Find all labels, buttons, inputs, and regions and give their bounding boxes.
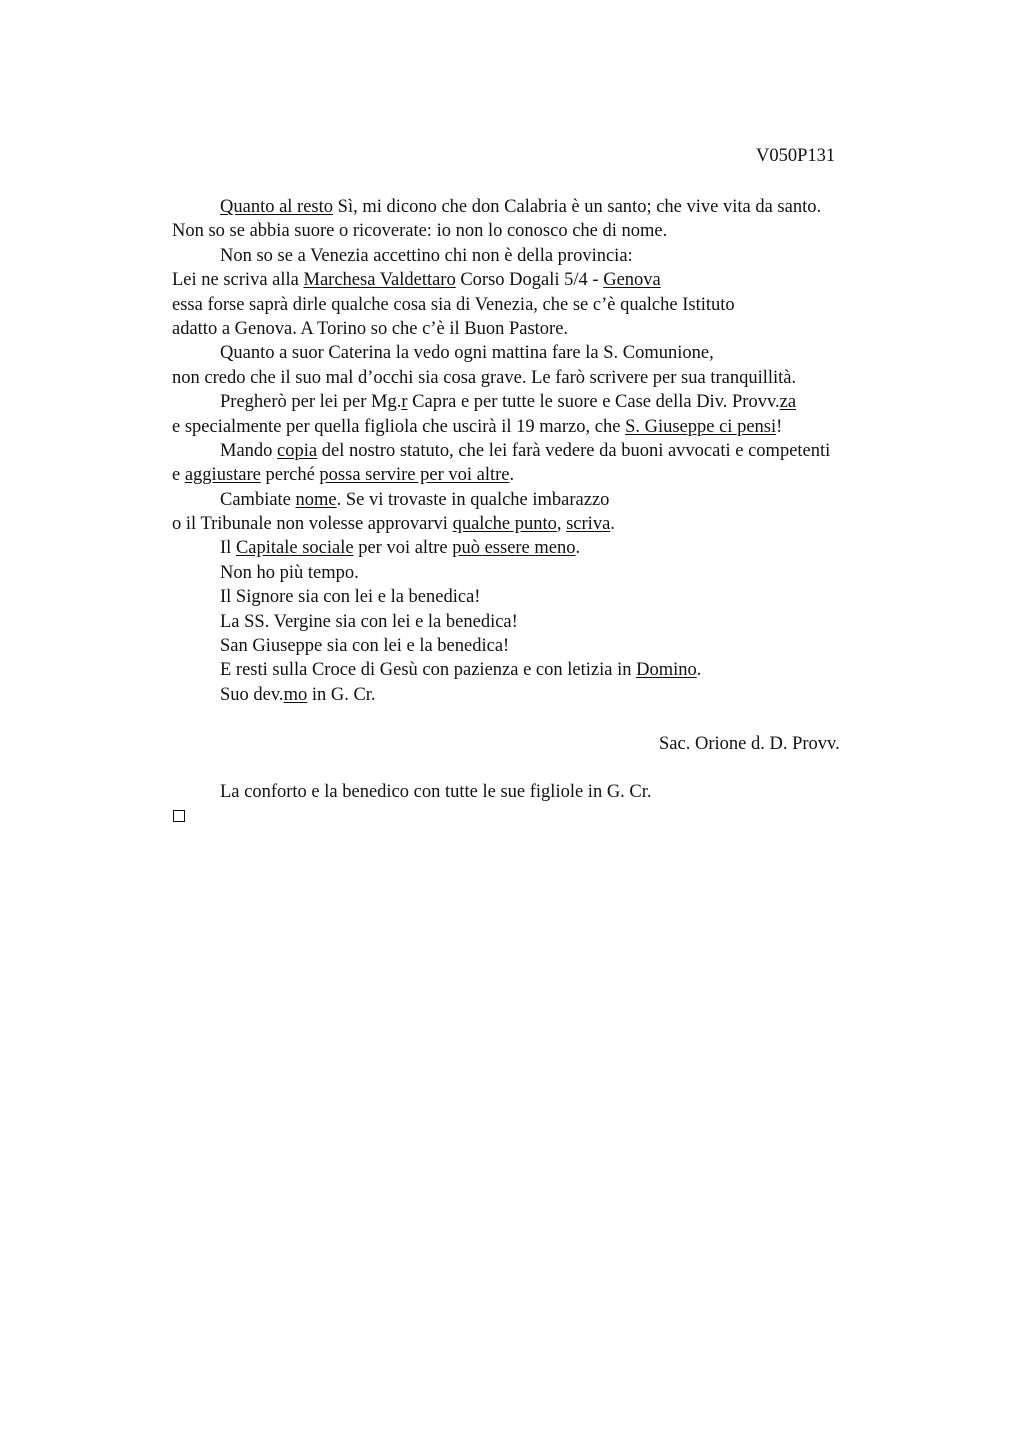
text-run: Cambiate [220,489,296,510]
letter-line [172,439,932,463]
underlined-text: può essere meno [452,538,576,559]
underlined-text: scriva [566,514,611,535]
signature [172,732,932,756]
text-run: Pregherò per lei per Mg. [220,392,402,413]
text-run: Mando [220,440,278,461]
text-run: Il Signore sia con lei e la benedica! [220,587,481,608]
letter-line [172,610,932,634]
text-run: del nostro statuto, che lei farà vedere da buoni avvocati e competenti [317,440,831,461]
letter-line [172,463,932,487]
underlined-text: mo [283,684,308,705]
letter-body [172,195,932,805]
letter-line [172,634,932,658]
text-run: La SS. Vergine sia con lei e la benedica! [220,611,518,632]
text-run: Non so se a Venezia accettino chi non è della provincia: [220,245,633,266]
letter-line [172,317,932,341]
letter-line [172,561,932,585]
underlined-text: qualche punto [452,514,557,535]
underlined-text: aggiustare [184,465,261,486]
text-run: e [172,465,185,486]
underlined-text: Domino [636,660,697,681]
letter-line [172,658,932,682]
underlined-text: za [779,392,797,413]
letter-line [172,268,932,292]
underlined-text: Marchesa Valdettaro [303,270,456,291]
letter-line [172,244,932,268]
letter-line [172,341,932,365]
letter-line [172,195,932,219]
text-run: Non so se abbia suore o ricoverate: io non lo conosco che di nome. [172,221,668,242]
text-run: E resti sulla Croce di Gesù con pazienza e con letizia in [220,660,637,681]
letter-line [172,366,932,390]
text-run: , [556,514,567,535]
text-run: Sì, mi dicono che don Calabria è un santo; che vive vita da santo. [333,197,822,217]
underlined-text: Capitale sociale [235,538,354,559]
letter-line [172,585,932,609]
letter-line [172,415,932,439]
underlined-text: Quanto al resto [220,197,334,217]
text-run: Il [220,538,236,559]
page-id: V050P131 [756,146,836,166]
text-run: Suo dev. [220,684,284,705]
text-run: e specialmente per quella figliola che uscirà il 19 marzo, che [172,416,626,437]
letter-line [172,293,932,317]
letter-line [172,219,932,243]
text-run: . [696,660,702,681]
text-run: in G. Cr. [307,684,376,705]
blank-line [172,756,932,780]
letter-line [172,512,932,536]
text-run: Corso Dogali 5/4 - [455,270,604,291]
square-outline-icon [173,810,185,822]
letter-line [172,488,932,512]
text-run: . [575,538,581,559]
letter-line [172,390,932,414]
text-run: San Giuseppe sia con lei e la benedica! [220,636,510,657]
text-run: . [610,514,615,535]
letter-line [172,536,932,560]
text-run: perché [260,465,320,486]
text-run: La conforto e la benedico con tutte le sue figliole in G. Cr. [220,782,652,803]
letter-line [172,683,932,707]
text-run: Non ho più tempo. [220,562,359,583]
underlined-text: Genova [603,270,661,291]
text-run: Capra e per tutte le suore e Case della Div. Provv. [407,392,780,413]
text-run: adatto a Genova. A Torino so che c’è il Buon Pastore. [172,318,569,339]
text-run: ! [776,416,783,437]
text-run: Sac. Orione d. D. Provv. [659,733,840,754]
postscript [172,780,932,804]
text-run: . [509,465,515,486]
text-run: o il Tribunale non volesse approvarvi [172,514,453,535]
blank-line [172,707,932,731]
text-run: Lei ne scriva alla [172,270,304,291]
underlined-text: possa servire per voi altre [319,465,510,486]
underlined-text: r [401,392,408,413]
text-run: non credo che il suo mal d’occhi sia cosa grave. Le farò scrivere per sua tranquillità. [172,367,797,388]
text-run: per voi altre [353,538,453,559]
underlined-text: nome [295,489,337,510]
text-run: Quanto a suor Caterina la vedo ogni mattina fare la S. Comunione, [220,343,714,364]
text-run: . Se vi trovaste in qualche imbarazzo [336,489,610,510]
text-run: essa forse saprà dirle qualche cosa sia di Venezia, che se c’è qualche Istituto [172,294,735,315]
underlined-text: copia [277,440,318,461]
underlined-text: S. Giuseppe ci pensi [625,416,777,437]
